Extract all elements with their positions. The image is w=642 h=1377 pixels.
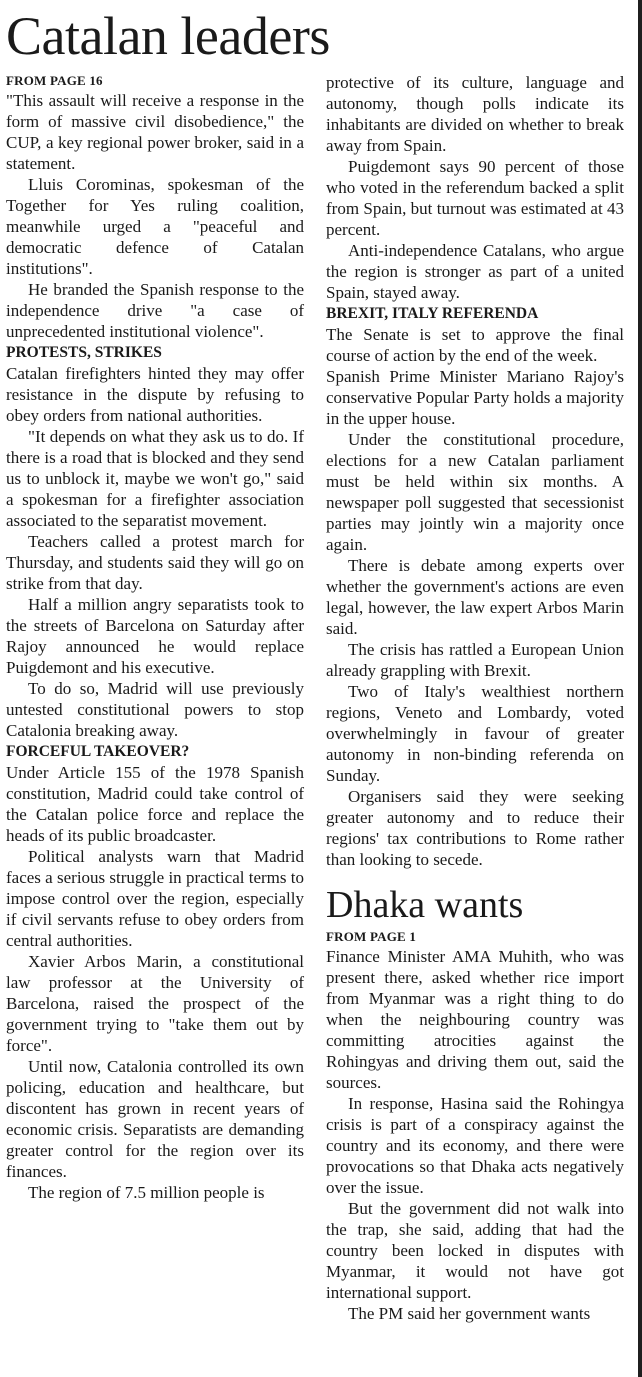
column-body [326,72,624,870]
body-paragraph: Political analysts warn that Madrid faces a serious struggle in practical terms to impose control over the region, especially if civil servants refuse to obey orders from central authorities. [6,847,304,950]
body-paragraph: Until now, Catalonia controlled its own policing, education and healthcare, but discontent has grown in recent years of economic crisis. Separatists are demanding greater control for the region over its finances. [6,1057,304,1181]
second-article-jump-line: FROM PAGE 1 [326,929,417,944]
section-subhead: PROTESTS, STRIKES [6,344,162,361]
body-paragraph: But the government did not walk into the trap, she said, adding that had the country been locked in disputes with Myanmar, it would not have got international support. [326,1199,624,1302]
body-paragraph: The crisis has rattled a European Union already grappling with Brexit. [326,640,624,680]
body-paragraph: He branded the Spanish response to the independence drive "a case of unprecedented institutional violence". [6,280,304,341]
article-headline: Catalan leaders [6,6,330,66]
body-paragraph: Finance Minister AMA Muhith, who was present there, asked whether rice import from Myanmar was a right thing to do when the neighbouring country was committing atrocities against the Rohingyas and driving them out, said the sources. [326,947,624,1092]
body-paragraph: Xavier Arbos Marin, a constitutional law professor at the University of Barcelona, raised the prospect of the government trying to "take them out by force". [6,952,304,1055]
body-paragraph: "This assault will receive a response in the form of massive civil disobedience," the CUP, a key regional power broker, said in a statement. [6,91,304,173]
body-paragraph: protective of its culture, language and autonomy, though polls indicate its inhabitants are divided on whether to break away from Spain. [326,73,624,155]
body-paragraph: There is debate among experts over whether the government's actions are even legal, however, the law expert Arbos Marin said. [326,556,624,638]
body-paragraph: To do so, Madrid will use previously untested constitutional powers to stop Catalonia breaking away. [6,679,304,740]
body-paragraph: Two of Italy's wealthiest northern regions, Veneto and Lombardy, voted overwhelmingly in favour of greater autonomy in non-binding referenda on Sunday. [326,682,624,785]
article-column-left [6,72,304,1203]
body-paragraph: Under Article 155 of the 1978 Spanish constitution, Madrid could take control of the Catalan police force and replace the heads of its public broadcaster. [6,763,304,845]
body-paragraph: Anti-independence Catalans, who argue the region is stronger as part of a united Spain, stayed away. [326,241,624,302]
body-paragraph: The region of 7.5 million people is [28,1183,265,1202]
body-paragraph: Organisers said they were seeking greater autonomy and to reduce their regions' tax contributions to Rome rather than looking to secede. [326,787,624,869]
section-subhead: FORCEFUL TAKEOVER? [6,743,190,760]
body-paragraph: Puigdemont says 90 percent of those who voted in the referendum backed a split from Spain, but turnout was estimated at 43 percent. [326,157,624,239]
body-paragraph: Spanish Prime Minister Mariano Rajoy's conservative Popular Party holds a majority in the upper house. [326,367,624,428]
section-subhead: BREXIT, ITALY REFERENDA [326,305,539,322]
second-article-body [326,946,624,1324]
body-paragraph: Teachers called a protest march for Thursday, and students said they will go on strike from that day. [6,532,304,593]
article-column-right [326,72,624,1324]
body-paragraph: Under the constitutional procedure, elections for a new Catalan parliament must be held within six months. A newspaper poll suggested that secessionist parties may jointly win a majority once again. [326,430,624,554]
body-paragraph: In response, Hasina said the Rohingya crisis is part of a conspiracy against the country and its economy, and there were provocations so that Dhaka acts negatively over the issue. [326,1094,624,1197]
column-body [6,90,304,1203]
body-paragraph: The Senate is set to approve the final course of action by the end of the week. [326,325,624,365]
body-paragraph: Catalan firefighters hinted they may offer resistance in the dispute by refusing to obey orders from national authorities. [6,364,304,425]
body-paragraph: "It depends on what they ask us to do. If there is a road that is blocked and they send us to unblock it, maybe we won't go," said a spokesman for a firefighter association associated to the separatist movement. [6,427,304,530]
body-paragraph: The PM said her government wants [348,1304,591,1323]
jump-line: FROM PAGE 16 [6,73,103,88]
page-edge-rule [638,0,642,1377]
second-article-headline: Dhaka wants [326,884,524,926]
body-paragraph: Lluis Corominas, spokesman of the Together for Yes ruling coalition, meanwhile urged a "peaceful and democratic defence of Catalan institutions". [6,175,304,278]
body-paragraph: Half a million angry separatists took to the streets of Barcelona on Saturday after Rajoy announced he would replace Puigdemont and his executive. [6,595,304,677]
